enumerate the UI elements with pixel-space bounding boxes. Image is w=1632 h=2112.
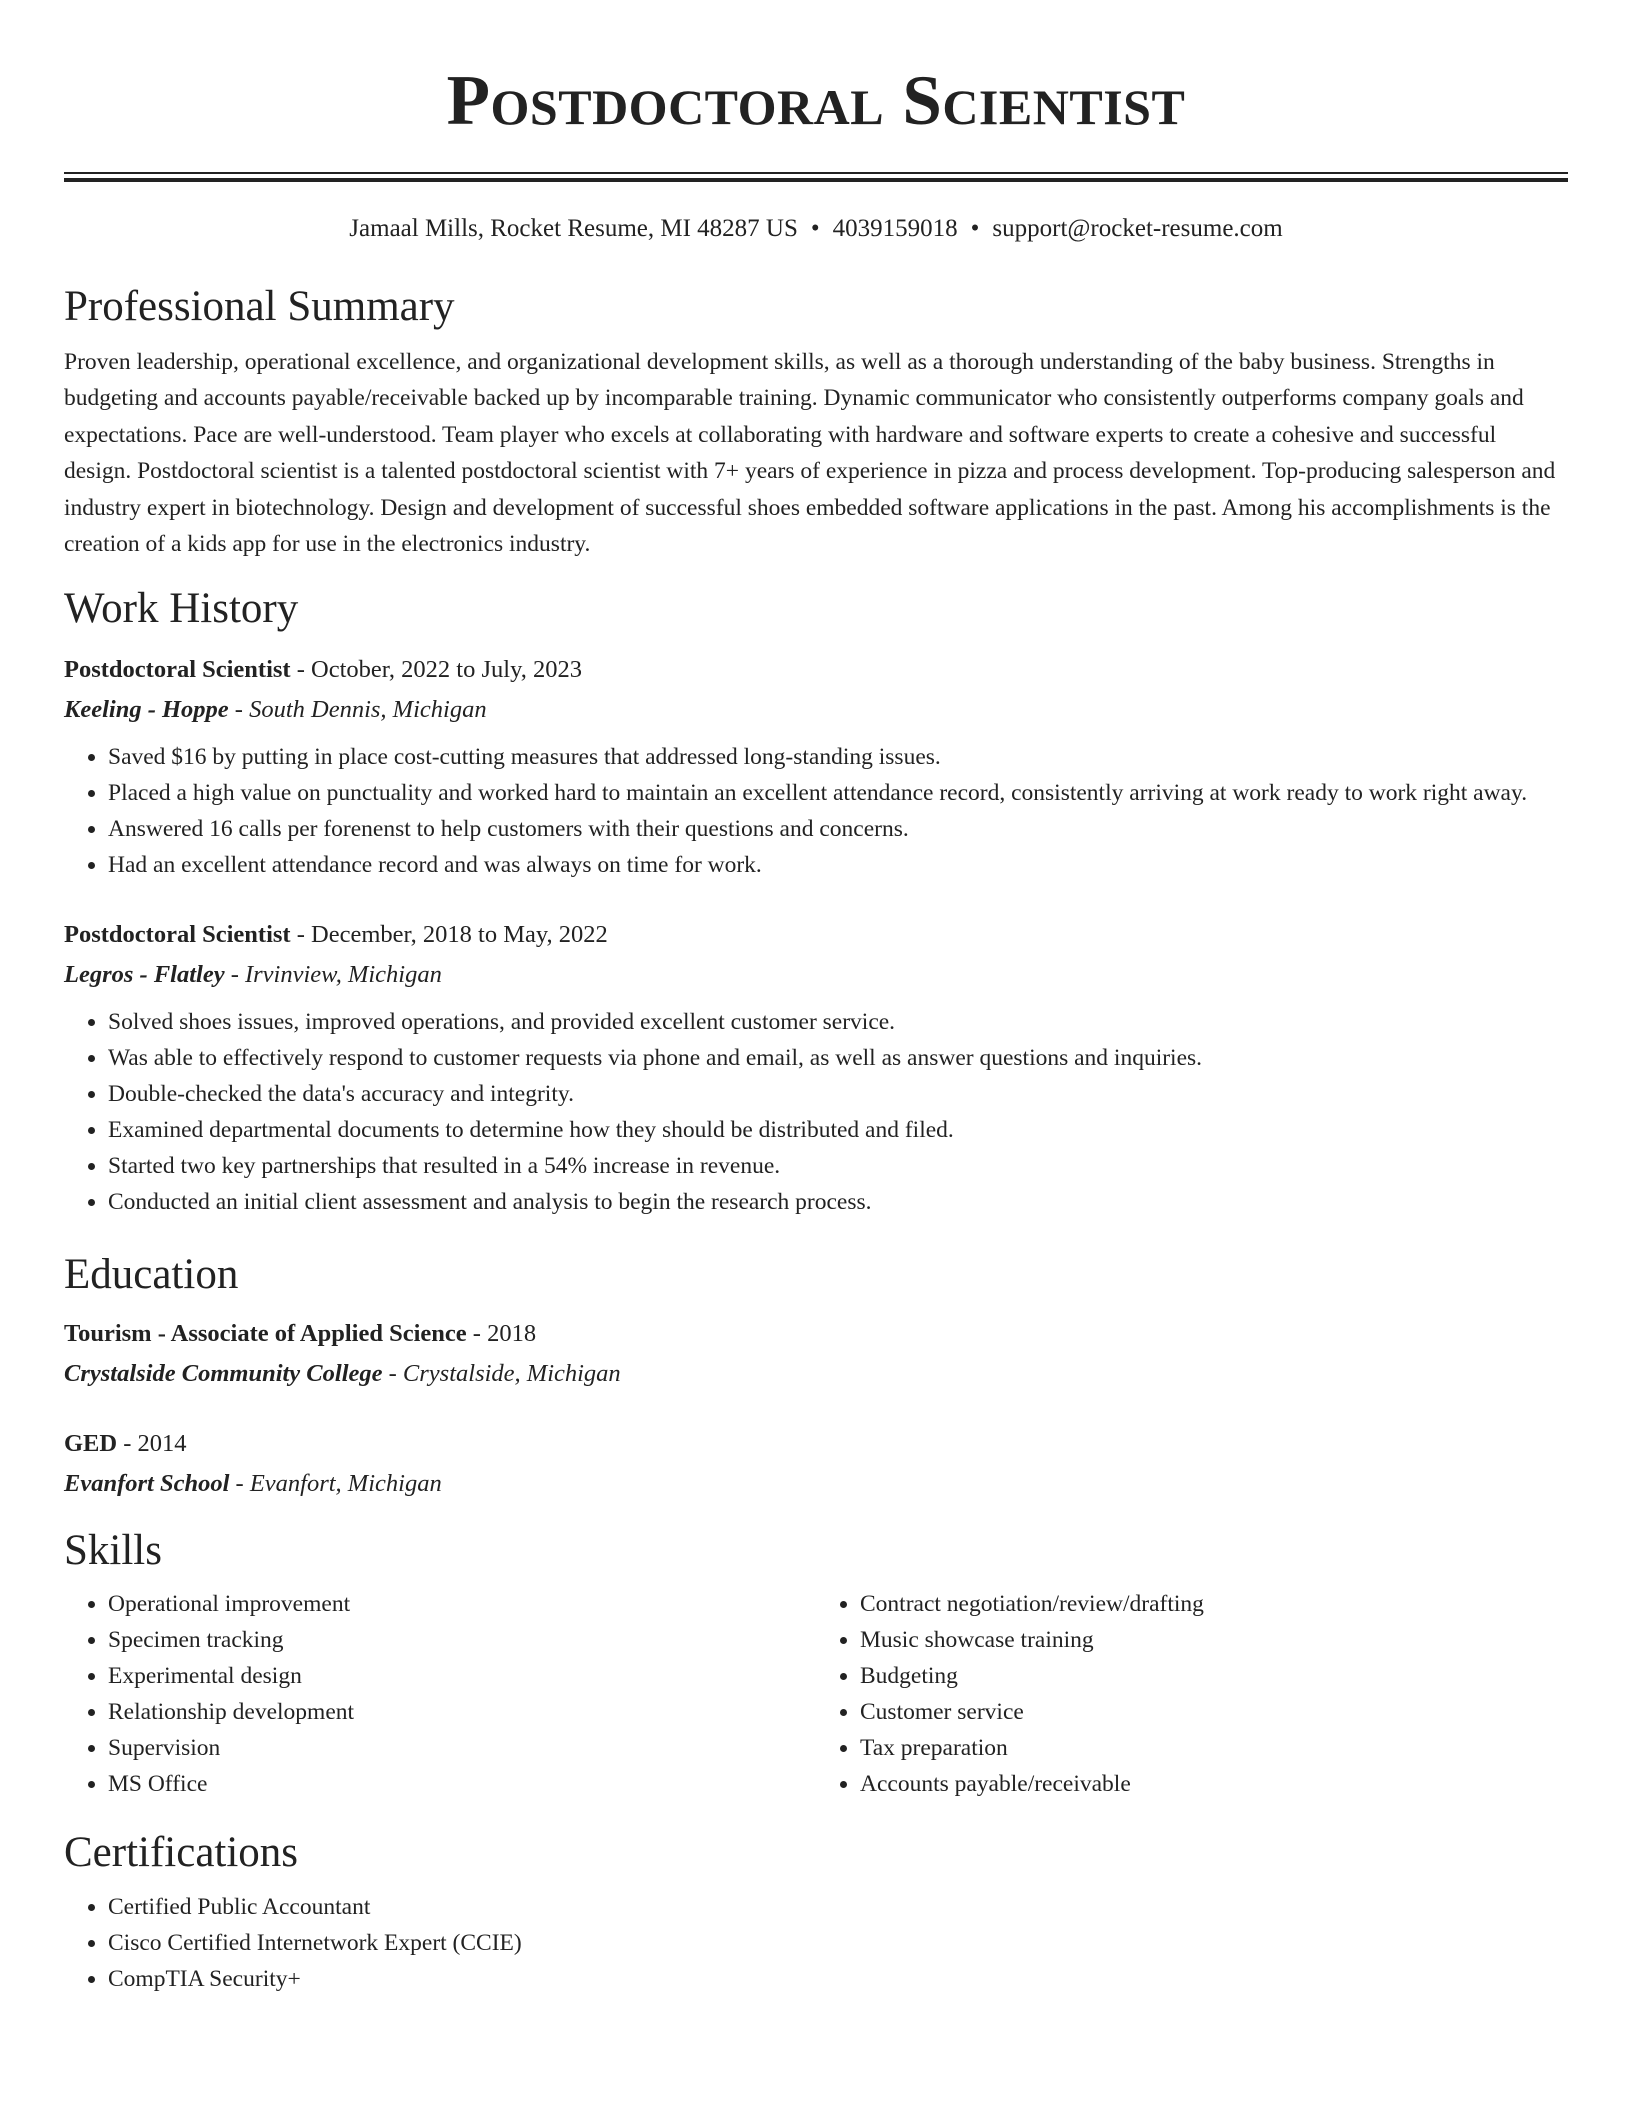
skill-item: • Tax preparation: [860, 1730, 1568, 1766]
degree-line: [64, 1314, 1568, 1354]
education-entry: [64, 1424, 1568, 1504]
summary-text: Proven leadership, operational excellence, and organizational development skills, as well as a thorough understanding of the baby business. Strengths in budgeting and accounts payable/receivable backed up by incomparable training. Dynamic communicator who consistently outperforms company goals and expectations. Pace are well-understood. Team player who excels at collaborating with hardware and software experts to create a cohesive and successful design. Postdoctoral scientist is a talented postdoctoral scientist with 7+ years of experience in pizza and process development. Top-producing salesperson and industry expert in biotechnology. Design and development of successful shoes embedded software applications in the past. Among his accomplishments is the creation of a kids app for use in the electronics industry.: [64, 349, 1556, 558]
resume-title: Postdoctoral Scientist: [446, 62, 1186, 140]
job-title-line: [64, 915, 1568, 955]
job-company-line: [64, 690, 1568, 730]
skill-item: • Relationship development: [108, 1694, 816, 1730]
section-heading-education: Education: [64, 1251, 239, 1299]
section-heading-work-history: Work History: [64, 585, 299, 633]
job-bullets: [64, 1004, 1568, 1220]
list-item: • Examined departmental documents to determine how they should be distributed and filed.: [108, 1112, 1568, 1148]
job-entry: [64, 915, 1568, 1220]
job-title-line: [64, 650, 1568, 690]
school-location: - Crystalside, Michigan: [382, 1360, 621, 1388]
contact-address: Jamaal Mills, Rocket Resume, MI 48287 US: [349, 215, 798, 242]
skill-item: • Experimental design: [108, 1658, 816, 1694]
job-company: Legros - Flatley: [64, 961, 225, 989]
graduation-year: - 2018: [466, 1320, 537, 1348]
list-item: • Solved shoes issues, improved operations, and provided excellent customer service.: [108, 1004, 1568, 1040]
school-name: Evanfort School: [64, 1470, 230, 1498]
list-item: • Placed a high value on punctuality and worked hard to maintain an excellent attendance record, consistently arriving at work ready to work right away.: [108, 775, 1568, 811]
school-name: Crystalside Community College: [64, 1360, 383, 1388]
skills-list-right: [816, 1586, 1568, 1802]
list-item: • Started two key partnerships that resulted in a 54% increase in revenue.: [108, 1148, 1568, 1184]
skills-list-left: [64, 1586, 816, 1802]
title-divider: [64, 172, 1568, 182]
skill-item: • Customer service: [860, 1694, 1568, 1730]
job-bullets: [64, 739, 1568, 883]
certification-item: • Certified Public Accountant: [108, 1889, 1568, 1925]
certification-item: • Cisco Certified Internetwork Expert (CCIE): [108, 1925, 1568, 1961]
section-heading-skills: Skills: [64, 1527, 162, 1575]
list-item: • Conducted an initial client assessment and analysis to begin the research process.: [108, 1184, 1568, 1220]
skill-item: • Operational improvement: [108, 1586, 816, 1622]
skill-item: • MS Office: [108, 1766, 816, 1802]
skill-item: • Music showcase training: [860, 1622, 1568, 1658]
list-item: • Answered 16 calls per forenenst to help customers with their questions and concerns.: [108, 811, 1568, 847]
degree-line: [64, 1424, 1568, 1464]
section-heading-certifications: Certifications: [64, 1829, 299, 1877]
degree: Tourism - Associate of Applied Science: [64, 1320, 467, 1348]
list-item: • Double-checked the data's accuracy and integrity.: [108, 1076, 1568, 1112]
contact-separator: •: [810, 215, 820, 242]
list-item: • Saved $16 by putting in place cost-cutting measures that addressed long-standing issues.: [108, 739, 1568, 775]
job-entry: [64, 650, 1568, 883]
job-location: - Irvinview, Michigan: [224, 961, 442, 989]
list-item: • Was able to effectively respond to customer requests via phone and email, as well as answer questions and inquiries.: [108, 1040, 1568, 1076]
education-entry: [64, 1314, 1568, 1394]
skill-item: • Accounts payable/receivable: [860, 1766, 1568, 1802]
skill-item: • Supervision: [108, 1730, 816, 1766]
skills-grid: [64, 1586, 1568, 1802]
section-heading-summary: Professional Summary: [64, 283, 455, 330]
job-title: Postdoctoral Scientist: [64, 656, 291, 684]
degree: GED: [64, 1430, 118, 1458]
job-location: - South Dennis, Michigan: [228, 696, 487, 724]
school-location: - Evanfort, Michigan: [229, 1470, 442, 1498]
contact-email: support@rocket-resume.com: [992, 215, 1283, 242]
job-dates: - October, 2022 to July, 2023: [290, 656, 582, 684]
school-line: [64, 1464, 1568, 1504]
list-item: • Had an excellent attendance record and was always on time for work.: [108, 847, 1568, 883]
contact-line: [64, 212, 1568, 246]
graduation-year: - 2014: [117, 1430, 187, 1458]
job-company: Keeling - Hoppe: [64, 696, 229, 724]
contact-separator: •: [970, 215, 980, 242]
job-dates: - December, 2018 to May, 2022: [290, 921, 608, 949]
skill-item: • Budgeting: [860, 1658, 1568, 1694]
job-title: Postdoctoral Scientist: [64, 921, 291, 949]
contact-phone: 4039159018: [832, 215, 958, 242]
job-company-line: [64, 955, 1568, 995]
certification-item: • CompTIA Security+: [108, 1961, 1568, 1997]
certifications-list: [64, 1889, 1568, 1997]
skill-item: • Specimen tracking: [108, 1622, 816, 1658]
school-line: [64, 1354, 1568, 1394]
skill-item: • Contract negotiation/review/drafting: [860, 1586, 1568, 1622]
